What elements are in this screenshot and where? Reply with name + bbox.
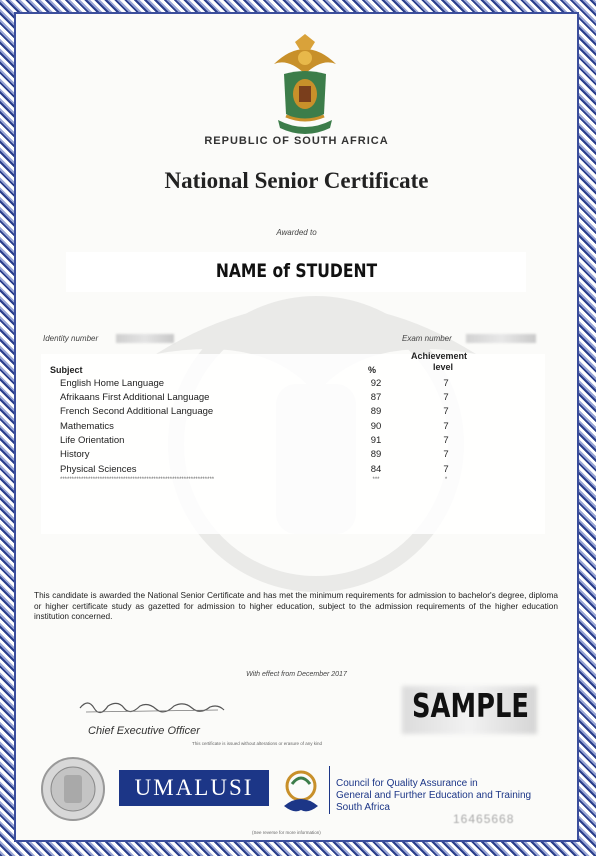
student-name: NAME of STUDENT: [215, 260, 378, 282]
subject-cell: History: [60, 449, 90, 460]
hologram-seal-icon: [40, 755, 106, 823]
umalusi-emblem-icon: [278, 766, 324, 816]
level-header: level: [433, 362, 454, 372]
table-row: [16, 378, 577, 392]
exam-number-redacted: [466, 334, 536, 343]
subject-cell: Afrikaans First Additional Language: [60, 392, 210, 403]
level-cell: 7: [443, 421, 449, 432]
serial-number: 16465668: [453, 812, 515, 826]
percent-cell: 89: [370, 449, 382, 460]
republic-label: REPUBLIC OF SOUTH AFRICA: [204, 135, 389, 147]
council-line: Council for Quality Assurance in: [336, 778, 478, 789]
council-name: [336, 778, 531, 814]
level-cell: 7: [443, 464, 449, 475]
table-row: [16, 392, 577, 406]
subject-cell: French Second Additional Language: [60, 406, 214, 417]
percent-cell: 91: [370, 435, 382, 446]
subject-header: Subject: [50, 365, 83, 375]
footer-divider: [329, 766, 330, 814]
percent-cell: 84: [370, 464, 382, 475]
council-line: South Africa: [336, 802, 390, 813]
percent-header: %: [368, 365, 377, 375]
level-cell: 7: [443, 435, 449, 446]
identity-number-label: Identity number: [43, 334, 99, 343]
table-row: [16, 406, 577, 420]
percent-cell: 90: [370, 421, 382, 432]
subject-cell: English Home Language: [60, 378, 165, 389]
ceo-title: Chief Executive Officer: [88, 725, 200, 737]
table-row-stars: [16, 477, 577, 491]
council-line: General and Further Education and Training: [336, 790, 532, 801]
umalusi-logo-text: UMALUSI: [119, 770, 269, 806]
awarded-to-label: Awarded to: [276, 228, 317, 237]
level-cell: 7: [443, 378, 449, 389]
effective-date: With effect from December 2017: [246, 671, 347, 678]
percent-cell: 87: [370, 392, 382, 403]
table-row: [16, 435, 577, 449]
exam-number-label: Exam number: [402, 334, 452, 343]
table-row: [16, 421, 577, 435]
coat-of-arms-icon: [264, 34, 346, 138]
stars-subject: ******************************************************************: [60, 477, 215, 483]
percent-cell: 89: [370, 406, 382, 417]
table-row: [16, 449, 577, 463]
level-cell: 7: [443, 449, 449, 460]
certificate-inner: [16, 14, 577, 840]
percent-cell: 92: [370, 378, 382, 389]
subject-cell: Physical Sciences: [60, 464, 137, 475]
sample-watermark: SAMPLE: [412, 686, 529, 725]
reverse-note: (See reverse for more information): [252, 830, 321, 835]
award-statement: This candidate is awarded the National Senior Certificate and has met the minimum requirements for admission to bachelor's degree, diploma or higher certificate study as gazetted for admission to higher education, subject to the admission requirements of the higher education institution concerned.: [34, 590, 558, 621]
subject-cell: Mathematics: [60, 421, 114, 432]
stars-level: *: [444, 477, 448, 483]
subject-cell: Life Orientation: [60, 435, 125, 446]
level-cell: 7: [443, 406, 449, 417]
achievement-header: Achievement: [411, 351, 468, 361]
stars-percent: ***: [372, 477, 380, 483]
issued-note: This certificate is issued without alterations or erasure of any kind: [192, 741, 323, 746]
signature-icon: [78, 696, 228, 716]
identity-number-redacted: [116, 334, 174, 343]
level-cell: 7: [443, 392, 449, 403]
table-row: [16, 464, 577, 478]
certificate-title: National Senior Certificate: [164, 168, 429, 193]
